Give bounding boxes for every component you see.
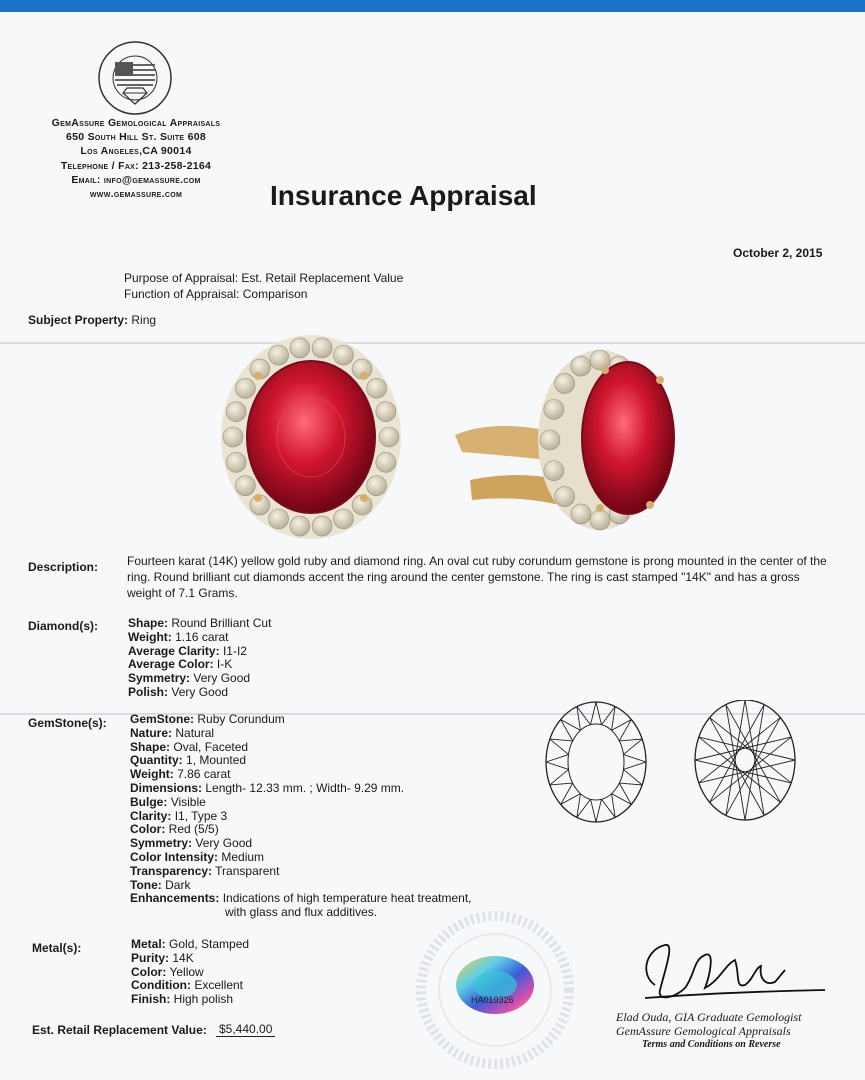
- company-address-line2: Los Angeles,CA 90014: [80, 145, 192, 158]
- spec-row: [130, 727, 472, 741]
- halo-diamond: [269, 509, 289, 529]
- halo-diamond: [376, 452, 396, 472]
- spec-row: [130, 879, 472, 893]
- spec-value: I1-I2: [222, 643, 247, 658]
- spec-row: [130, 713, 472, 727]
- spec-key: Dimensions:: [130, 780, 203, 795]
- spec-key: Shape:: [130, 739, 171, 754]
- spec-key: Color Intensity:: [130, 849, 219, 864]
- halo-diamond: [269, 345, 289, 365]
- gemstones-label: GemStone(s):: [28, 716, 107, 730]
- halo-diamond: [290, 338, 310, 358]
- spec-key: Clarity:: [130, 808, 172, 823]
- halo-diamond: [290, 516, 310, 536]
- purpose-of-appraisal: Purpose of Appraisal: Est. Retail Replacement Value: [124, 271, 404, 285]
- company-phone: Telephone / Fax: 213-258-2164: [60, 159, 212, 172]
- spec-row: [128, 658, 271, 672]
- halo-diamond: [571, 504, 591, 524]
- hologram-sticker-icon: [455, 955, 535, 1015]
- spec-row: [131, 952, 249, 966]
- spec-value: Indications of high temperature heat treatment,: [222, 891, 472, 906]
- spec-value: High polish: [173, 992, 234, 1007]
- halo-diamond: [235, 378, 255, 398]
- spec-key: Nature:: [130, 725, 173, 740]
- appraisal-date: October 2, 2015: [733, 246, 823, 260]
- spec-row: [130, 768, 472, 782]
- spec-row: [130, 823, 472, 837]
- spec-value: 7.86 carat: [177, 767, 231, 782]
- gemassure-logo-icon: [97, 40, 173, 116]
- halo-diamond: [333, 509, 353, 529]
- spec-value: Round Brilliant Cut: [171, 616, 272, 630]
- enhancements-continued: with glass and flux additives.: [225, 905, 378, 919]
- spec-row: [131, 938, 249, 952]
- spec-row: [131, 993, 249, 1007]
- company-name: GemAssure Gemological Appraisals: [51, 117, 221, 129]
- appraiser-name: Elad Ouda, GIA Graduate Gemologist: [616, 1010, 802, 1024]
- diamond-specs: [128, 617, 271, 700]
- company-email: Email: info@gemassure.com: [71, 173, 201, 186]
- spec-row: [130, 851, 472, 865]
- metals-label: Metal(s):: [32, 941, 82, 955]
- value-label: Est. Retail Replacement Value:: [32, 1023, 207, 1037]
- halo-diamond: [223, 427, 243, 447]
- ring-photos: [0, 330, 865, 550]
- spec-key: Quantity:: [130, 753, 183, 768]
- halo-diamond: [312, 516, 332, 536]
- spec-key: Transparency:: [130, 863, 213, 878]
- halo-diamond: [367, 378, 387, 398]
- spec-value: Dark: [165, 877, 191, 892]
- spec-row: [128, 645, 271, 659]
- halo-diamond: [367, 476, 387, 496]
- spec-key: Purity:: [131, 950, 170, 965]
- spec-value: Very Good: [193, 671, 251, 686]
- spec-value: Excellent: [194, 978, 244, 993]
- spec-value: Very Good: [171, 684, 229, 699]
- spec-key: Shape:: [128, 616, 169, 630]
- spec-key: Color:: [131, 964, 167, 979]
- diamonds-label: Diamond(s):: [28, 619, 98, 633]
- spec-row: [130, 810, 472, 824]
- halo-diamond: [226, 452, 246, 472]
- spec-value: 14K: [172, 950, 194, 965]
- top-accent-bar: [0, 0, 865, 12]
- spec-row: [128, 617, 271, 631]
- spec-row: [128, 672, 271, 686]
- spec-key: Average Clarity:: [128, 643, 220, 658]
- subject-property: [28, 313, 156, 327]
- oval-crown-diagram: [546, 702, 646, 822]
- spec-row: [128, 631, 271, 645]
- hologram-id: HA019326: [471, 995, 514, 1005]
- spec-value: 1, Mounted: [186, 753, 247, 768]
- spec-row: [128, 686, 271, 700]
- spec-row: [130, 754, 472, 768]
- spec-key: Color:: [130, 822, 166, 837]
- spec-key: Symmetry:: [130, 836, 193, 851]
- spec-value: 1.16 carat: [175, 629, 229, 644]
- spec-key: Bulge:: [130, 794, 168, 809]
- spec-value: Gold, Stamped: [169, 937, 250, 951]
- spec-row: [130, 741, 472, 755]
- spec-row: [130, 796, 472, 810]
- gemstone-specs: [130, 713, 472, 906]
- halo-diamond: [555, 373, 575, 393]
- spec-value: Ruby Corundum: [197, 712, 285, 726]
- company-website: www.gemassure.com: [89, 188, 183, 201]
- spec-value: I-K: [216, 657, 233, 672]
- spec-row: [130, 837, 472, 851]
- terms-note: Terms and Conditions on Reverse: [642, 1039, 781, 1050]
- ring-side-view: [455, 350, 674, 530]
- halo-diamond: [379, 427, 399, 447]
- spec-key: Metal:: [131, 937, 166, 951]
- spec-key: Tone:: [130, 877, 162, 892]
- spec-value: Red (5/5): [168, 822, 219, 837]
- value-amount: $5,440.00: [216, 1022, 275, 1037]
- spec-value: Yellow: [169, 964, 204, 979]
- function-of-appraisal: Function of Appraisal: Comparison: [124, 287, 308, 301]
- gem-cut-diagrams: [540, 700, 810, 825]
- halo-diamond: [226, 402, 246, 422]
- halo-diamond: [540, 430, 560, 450]
- spec-key: Enhancements:: [130, 891, 220, 906]
- subject-value: Ring: [131, 313, 157, 327]
- halo-diamond: [312, 338, 332, 358]
- description-label: Description:: [28, 560, 99, 574]
- spec-value: I1, Type 3: [174, 808, 228, 823]
- company-address-line1: 650 South Hill St. Suite 608: [65, 131, 207, 144]
- spec-row: [131, 966, 249, 980]
- spec-key: Symmetry:: [128, 671, 191, 686]
- spec-key: Condition:: [131, 978, 191, 993]
- ring-front-view: [221, 335, 401, 539]
- description-text: Fourteen karat (14K) yellow gold ruby and diamond ring. An oval cut ruby corundum gemstone is prong mounted in the center of the ring. Round brilliant cut diamonds accent the ring around the center gemstone. The ring is cast stamped "14K" and has a gross weight of 7.1 Grams.: [127, 554, 827, 600]
- signature-block: [616, 1010, 801, 1052]
- spec-value: Oval, Faceted: [173, 739, 249, 754]
- halo-diamond: [555, 487, 575, 507]
- spec-row: [130, 782, 472, 796]
- page-title: Insurance Appraisal: [270, 180, 537, 211]
- halo-diamond: [235, 476, 255, 496]
- halo-diamond: [333, 345, 353, 365]
- appraiser-company: GemAssure Gemological Appraisals: [616, 1024, 791, 1038]
- halo-diamond: [544, 399, 564, 419]
- spec-value: Length- 12.33 mm. ; Width- 9.29 mm.: [205, 780, 405, 795]
- spec-row: [130, 865, 472, 879]
- halo-diamond: [376, 402, 396, 422]
- spec-key: Weight:: [130, 767, 174, 782]
- company-info: [20, 116, 252, 201]
- spec-key: Average Color:: [128, 657, 214, 672]
- spec-value: Visible: [170, 794, 206, 809]
- spec-key: Finish:: [131, 992, 171, 1007]
- halo-diamond: [590, 510, 610, 530]
- spec-value: Transparent: [215, 863, 280, 878]
- spec-value: Medium: [221, 849, 265, 864]
- purpose-block: [124, 270, 403, 302]
- handwritten-signature: [635, 930, 835, 1010]
- halo-diamond: [571, 356, 591, 376]
- spec-key: Weight:: [128, 629, 172, 644]
- spec-value: Very Good: [195, 836, 253, 851]
- metal-specs: [131, 938, 249, 1007]
- spec-key: GemStone:: [130, 712, 195, 726]
- halo-diamond: [544, 461, 564, 481]
- spec-key: Polish:: [128, 684, 169, 699]
- spec-row: [131, 979, 249, 993]
- spec-value: Natural: [175, 725, 215, 740]
- subject-label: Subject Property:: [28, 313, 129, 327]
- oval-pavilion-diagram: [695, 700, 795, 820]
